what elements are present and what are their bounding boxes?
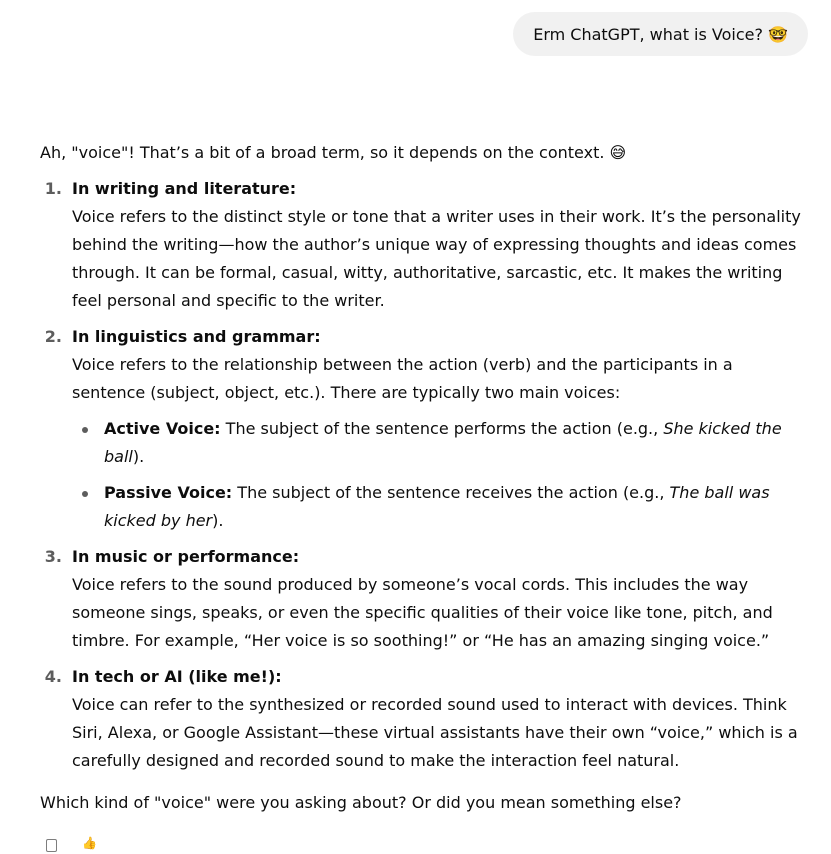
section-tech bbox=[40, 663, 810, 775]
copy-icon bbox=[46, 839, 57, 852]
voice-example: She kicked the ball bbox=[104, 419, 782, 466]
thumbs-up-icon: 👍 bbox=[82, 836, 97, 850]
assistant-message bbox=[40, 139, 810, 817]
section-number: 4. bbox=[44, 667, 62, 686]
section-body: Voice refers to the sound produced by someone’s vocal cords. This includes the way someone sings, speaks, or even the specific qualities of their voice like tone, pitch, and timbre. For example, “Her voice is so soothing!” or “He has an amazing singing voice.” bbox=[72, 575, 773, 650]
voice-example: The ball was kicked by her bbox=[104, 483, 770, 530]
voice-text: The subject of the sentence performs the action (e.g., bbox=[220, 419, 664, 438]
section-body: Voice refers to the relationship between the action (verb) and the participants in a sentence (subject, object, etc.). There are typically two main voices: bbox=[72, 355, 733, 402]
assistant-intro: Ah, "voice"! That’s a bit of a broad term, so it depends on the context. 😅 bbox=[40, 143, 627, 162]
voice-label: Active Voice: bbox=[104, 419, 221, 438]
section-number: 1. bbox=[44, 179, 62, 198]
section-title: In linguistics and grammar: bbox=[72, 327, 321, 346]
thumbs-up-button[interactable] bbox=[78, 834, 102, 854]
section-body: Voice can refer to the synthesized or recorded sound used to interact with devices. Think Siri, Alexa, or Google Assistant—these virtual assistants have their own “voice,” which is a carefully designed and recorded sound to make the interaction feel natural. bbox=[72, 695, 798, 770]
section-music bbox=[40, 543, 810, 655]
voice-end: ). bbox=[212, 511, 224, 530]
voice-types-list bbox=[72, 415, 810, 535]
section-body: Voice refers to the distinct style or tone that a writer uses in their work. It’s the personality behind the writing—how the author’s unique way of expressing thoughts and ideas comes through. It can be formal, casual, witty, authoritative, sarcastic, etc. It makes the writing feel personal and specific to the writer. bbox=[72, 207, 801, 310]
section-writing bbox=[40, 175, 810, 315]
voice-end: ). bbox=[132, 447, 145, 466]
assistant-closing: Which kind of "voice" were you asking about? Or did you mean something else? bbox=[40, 793, 682, 812]
user-message-text: Erm ChatGPT, what is Voice? 🤓 bbox=[533, 24, 788, 44]
section-number: 3. bbox=[44, 547, 62, 566]
bullet-dot bbox=[82, 491, 88, 497]
section-linguistics bbox=[40, 323, 810, 535]
section-title: In writing and literature: bbox=[72, 179, 297, 198]
list-item-active-voice bbox=[72, 415, 810, 471]
message-actions bbox=[40, 834, 102, 854]
voice-text: The subject of the sentence receives the action (e.g., bbox=[232, 483, 670, 502]
section-title: In music or performance: bbox=[72, 547, 300, 566]
copy-button[interactable] bbox=[40, 834, 64, 854]
user-message-bubble bbox=[513, 12, 808, 56]
bullet-dot bbox=[82, 427, 88, 433]
list-item-passive-voice bbox=[72, 479, 810, 535]
section-number: 2. bbox=[44, 327, 62, 346]
voice-label: Passive Voice: bbox=[104, 483, 233, 502]
answer-list bbox=[40, 175, 810, 775]
section-title: In tech or AI (like me!): bbox=[72, 667, 282, 686]
